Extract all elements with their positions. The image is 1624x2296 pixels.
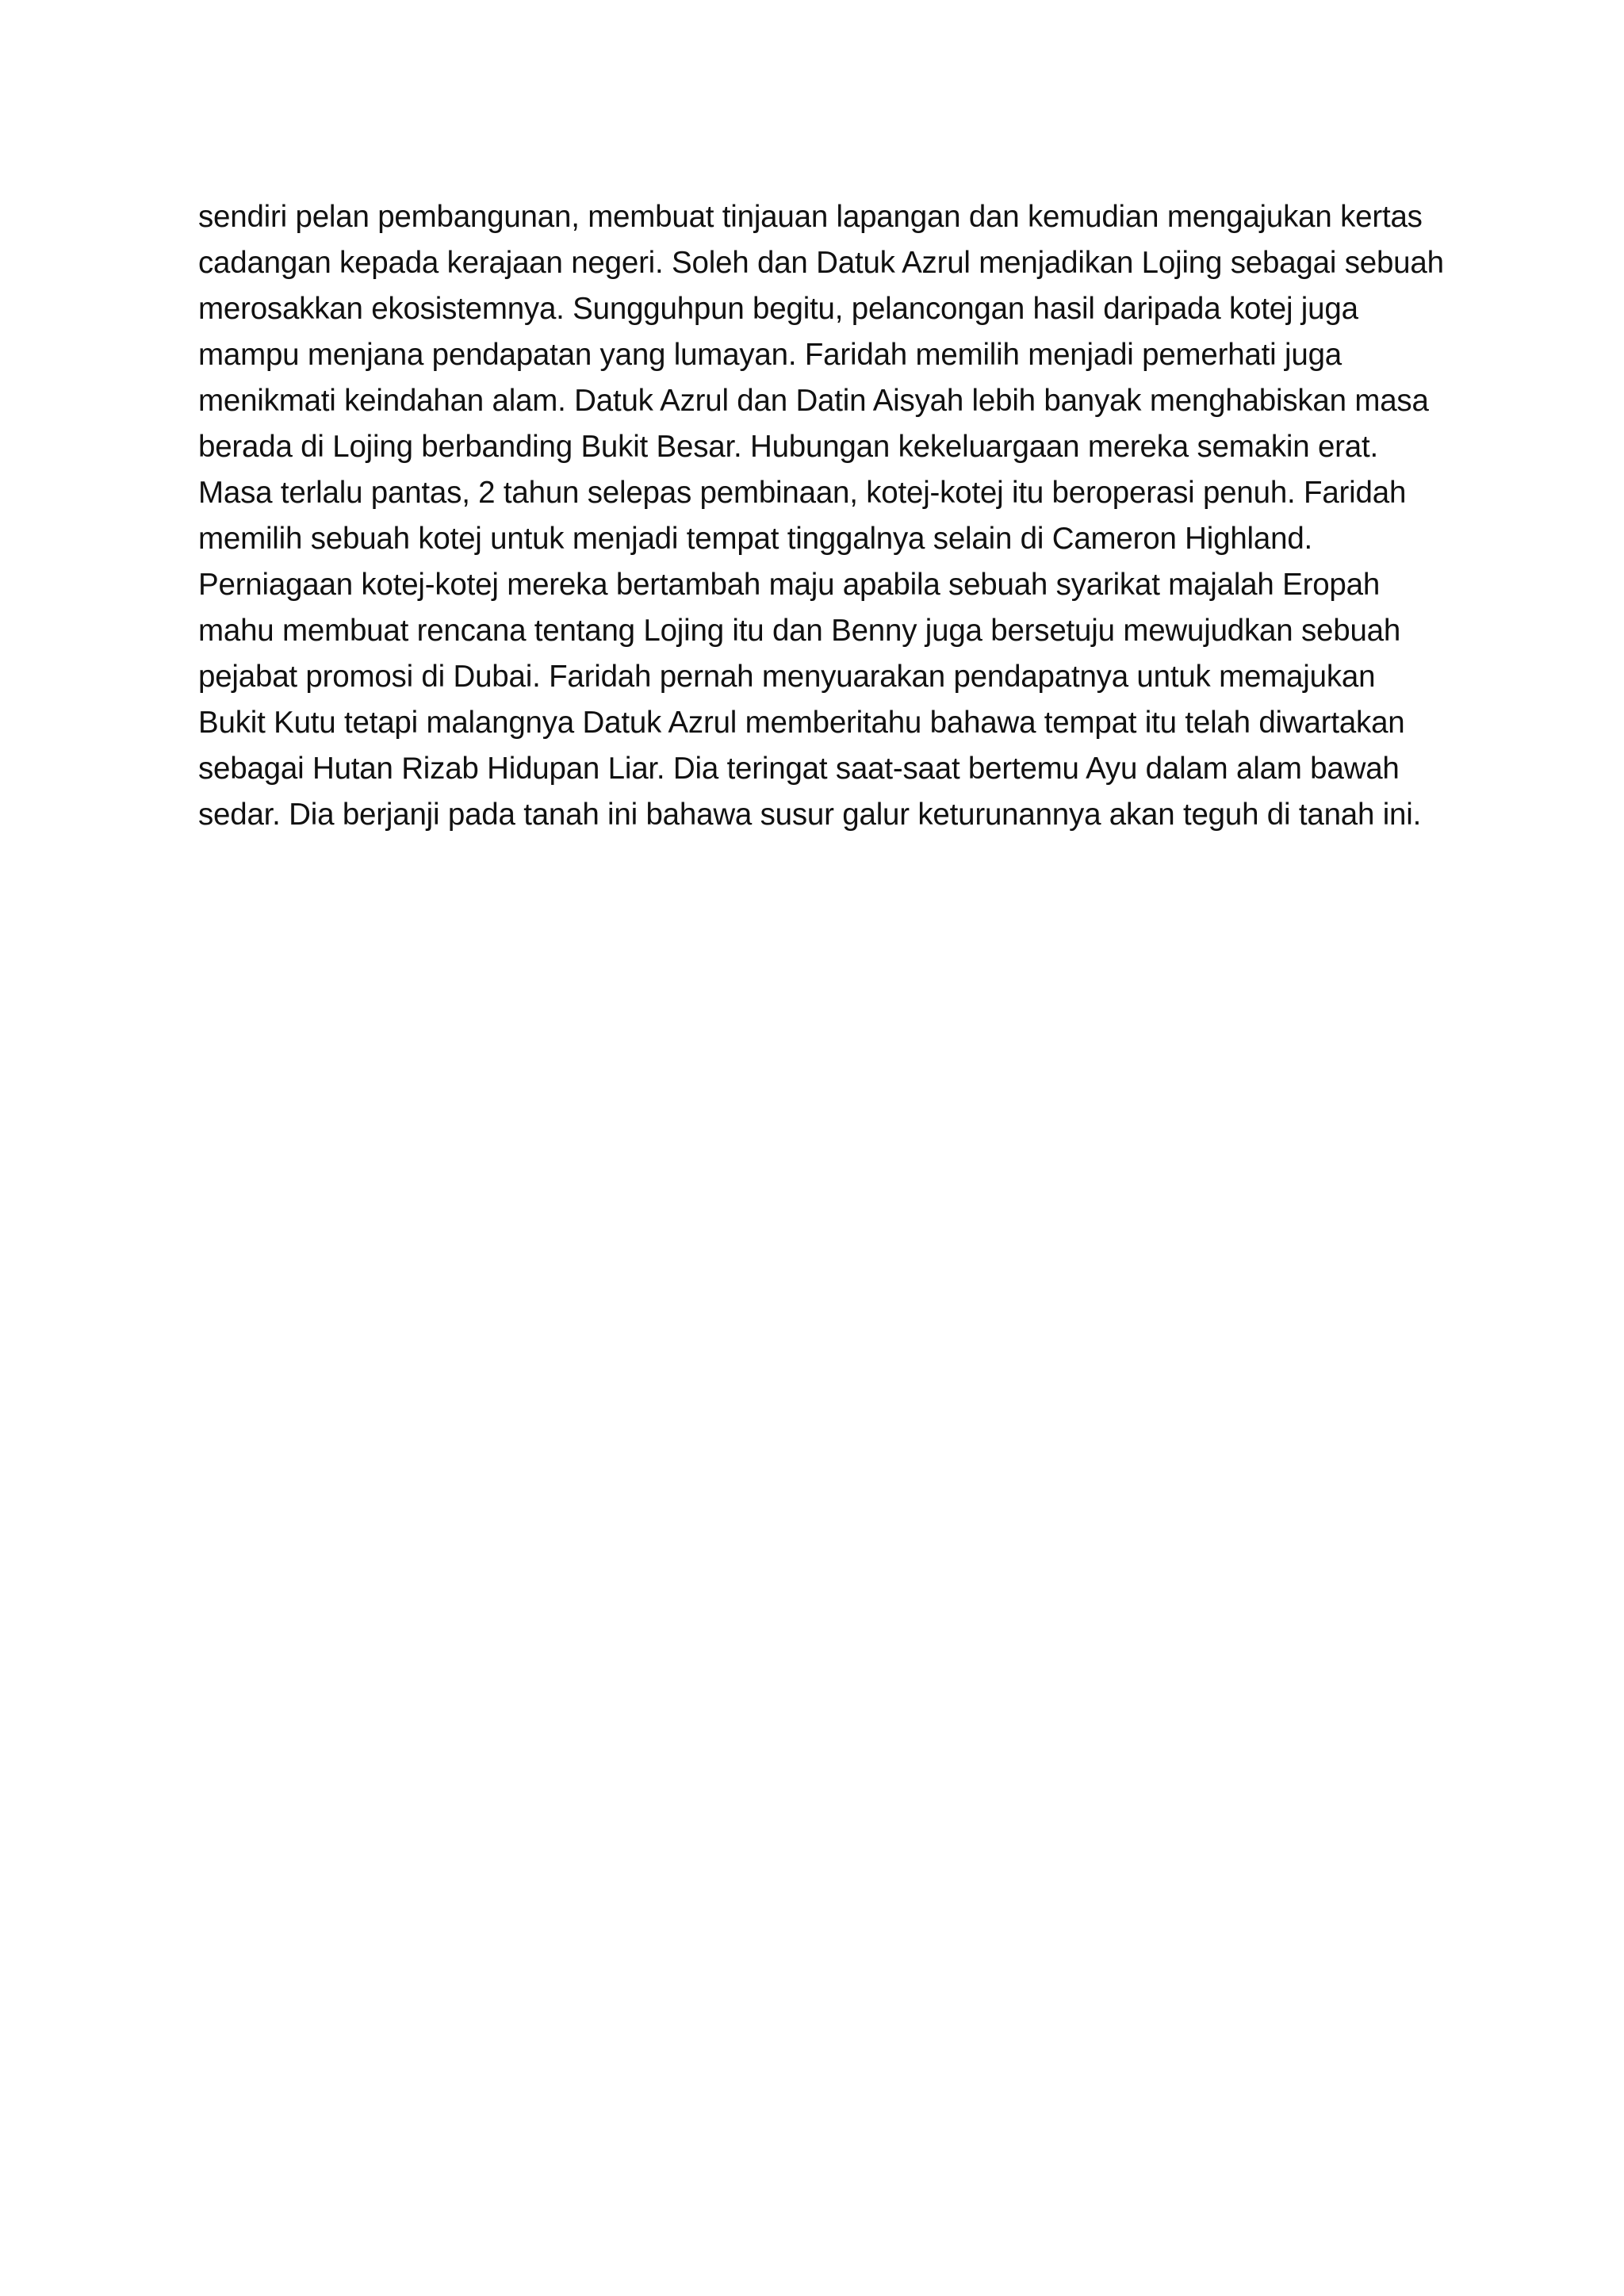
text-line: pejabat promosi di Dubai. Faridah pernah menyuarakan pendapatnya untuk memajukan <box>198 660 1376 694</box>
text-line: sendiri pelan pembangunan, membuat tinjauan lapangan dan kemudian mengajukan kertas <box>198 200 1423 234</box>
text-line: Bukit Kutu tetapi malangnya Datuk Azrul memberitahu bahawa tempat itu telah diwartakan <box>198 706 1405 740</box>
text-line: Perniagaan kotej-kotej mereka bertambah maju apabila sebuah syarikat majalah Eropah <box>198 568 1381 602</box>
text-line: sebagai Hutan Rizab Hidupan Liar. Dia teringat saat-saat bertemu Ayu dalam alam bawah <box>198 752 1400 786</box>
text-line: mahu membuat rencana tentang Lojing itu dan Benny juga bersetuju mewujudkan sebuah <box>198 614 1401 648</box>
text-line: memilih sebuah kotej untuk menjadi tempat tinggalnya selain di Cameron Highland. <box>198 522 1313 556</box>
text-line: Masa terlalu pantas, 2 tahun selepas pembinaan, kotej-kotej itu beroperasi penuh. Faridah <box>198 476 1407 510</box>
text-line: menikmati keindahan alam. Datuk Azrul dan Datin Aisyah lebih banyak menghabiskan masa <box>198 384 1429 418</box>
text-line: sedar. Dia berjanji pada tanah ini bahawa susur galur keturunannya akan teguh di tanah ini. <box>198 798 1422 832</box>
text-line: merosakkan ekosistemnya. Sungguhpun begitu, pelancongan hasil daripada kotej juga <box>198 292 1358 326</box>
body-paragraph <box>198 194 1483 838</box>
text-line: mampu menjana pendapatan yang lumayan. Faridah memilih menjadi pemerhati juga <box>198 338 1342 372</box>
text-line: berada di Lojing berbanding Bukit Besar. Hubungan kekeluargaan mereka semakin erat. <box>198 430 1379 464</box>
text-line: cadangan kepada kerajaan negeri. Soleh dan Datuk Azrul menjadikan Lojing sebagai sebuah <box>198 246 1444 280</box>
